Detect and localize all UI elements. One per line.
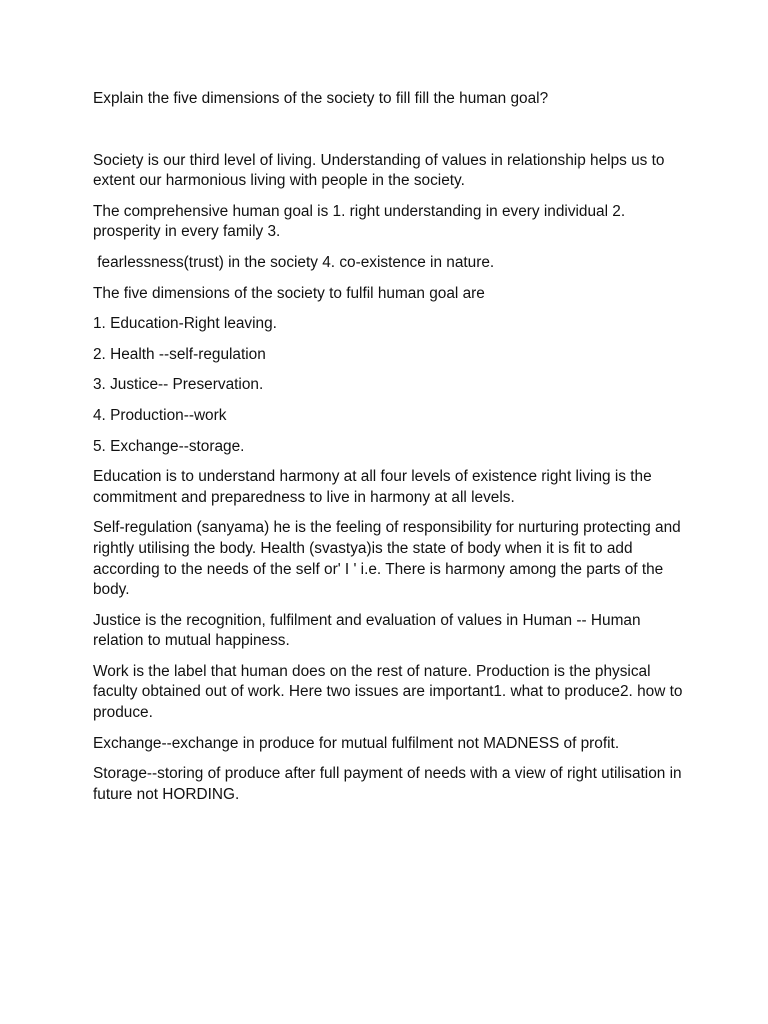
list-item: 5. Exchange--storage. <box>93 437 245 455</box>
list-item: 2. Health --self-regulation <box>93 345 266 363</box>
paragraph: Storage--storing of produce after full payment of needs with a view of right utilisation in future not HORDING. <box>93 765 682 803</box>
paragraph: Exchange--exchange in produce for mutual fulfilment not MADNESS of profit. <box>93 734 620 752</box>
list-item: 3. Justice-- Preservation. <box>93 376 264 394</box>
paragraph: The comprehensive human goal is 1. right understanding in every individual 2. prosperity in every family 3. <box>93 202 626 241</box>
list-item: 1. Education-Right leaving. <box>93 315 277 333</box>
paragraph: Self-regulation (sanyama) he is the feeling of responsibility for nurturing protecting and rightly utilising the body. Health (svastya)is the state of body when it is fit to add according to the needs of the self or' I ' i.e. There is harmony among the parts of the body. <box>93 519 681 599</box>
paragraph: Work is the label that human does on the rest of nature. Production is the physical faculty obtained out of work. Here two issues are important1. what to produce2. how to produce. <box>93 662 683 722</box>
paragraph: The five dimensions of the society to fulfil human goal are <box>93 284 485 302</box>
paragraph: Justice is the recognition, fulfilment and evaluation of values in Human -- Human relation to mutual happiness. <box>93 611 641 650</box>
paragraph: fearlessness(trust) in the society 4. co-existence in nature. <box>93 253 495 271</box>
document-body <box>93 89 683 815</box>
paragraph: Education is to understand harmony at all four levels of existence right living is the commitment and preparedness to live in harmony at all levels. <box>93 468 652 506</box>
question-heading: Explain the five dimensions of the society to fill fill the human goal? <box>93 90 549 107</box>
list-item: 4. Production--work <box>93 406 227 424</box>
paragraph: Society is our third level of living. Understanding of values in relationship helps us to extent our harmonious living with people in the society. <box>93 151 665 190</box>
